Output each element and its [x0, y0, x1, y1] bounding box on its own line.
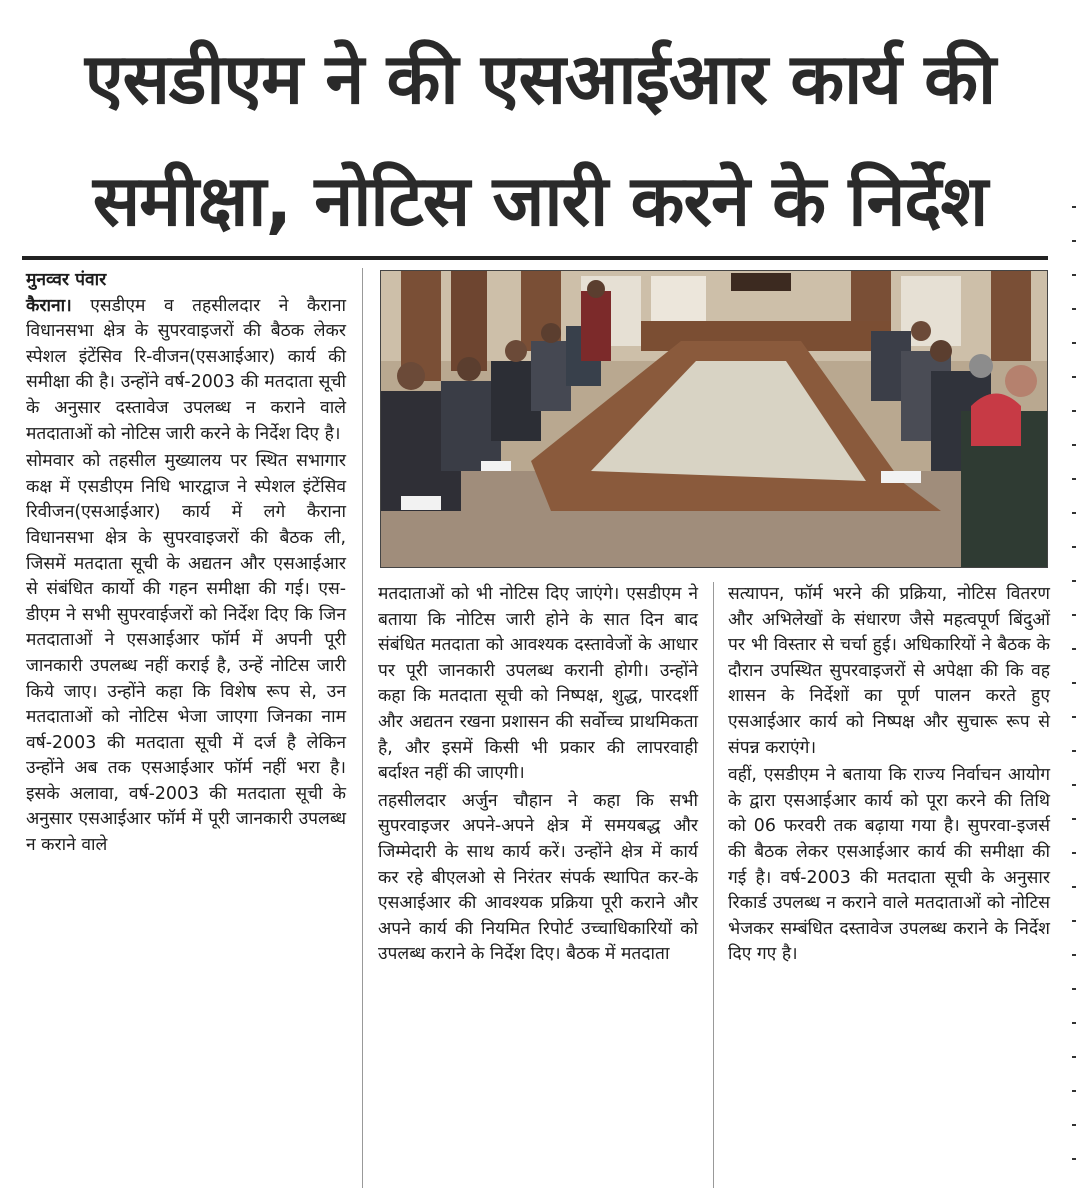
- headline: [40, 18, 1040, 262]
- paragraph: मतदाताओं को भी नोटिस दिए जाएंगे। एसडीएम ने बताया कि नोटिस जारी होने के सात दिन बाद संबंधित मतदाता को आवश्यक दस्तावेजों के आधार पर पूरी जानकारी उपलब्ध करानी होगी। उन्होंने कहा कि मतदाता सूची को निष्पक्ष, शुद्ध, पारदर्शी और अद्यतन रखना प्रशासन की सर्वोच्च प्राथमिकता है, और इसमें किसी भी प्रकार की लापरवाही बर्दाश्त नहीं की जाएगी।: [378, 584, 698, 784]
- paragraph: तहसीलदार अर्जुन चौहान ने कहा कि सभी सुपरवाइजर अपने-अपने क्षेत्र में समयबद्ध और जिम्मेदारी के साथ कार्य करें। उन्होंने क्षेत्र में कार्य कर रहे बीएलओ से निरंतर संपर्क स्थापित कर-के एसआईआर की आवश्यक प्रक्रिया पूरी कराने और अपने कार्य की नियमित रिपोर्ट उच्चाधिकारियों को उपलब्ध कराने के निर्देश दिए। बैठक में मतदाता: [378, 790, 698, 965]
- paragraph: वहीं, एसडीएम ने बताया कि राज्य निर्वाचन आयोग के द्वारा एसआईआर कार्य को पूरा करने की तिथि को 06 फरवरी तक बढ़ाया गया है। सुपरवा-इजर्स की बैठक लेकर एसआईआर कार्य की समीक्षा की गई है। वर्ष-2003 की मतदाता सूची के अनुसार रिकार्ड उपलब्ध न कराने वाले मतदाताओं को नोटिस भेजकर सम्बंधित दस्तावेज उपलब्ध कराने के निर्देश दिए गए है।: [728, 765, 1050, 965]
- page-edge-marks: [1072, 200, 1078, 1196]
- column-divider: [713, 582, 714, 1188]
- column-divider: [362, 268, 363, 1188]
- byline: मुनव्वर पंवार: [26, 270, 107, 290]
- dateline: कैराना।: [26, 295, 72, 316]
- article-column-1: [26, 268, 346, 861]
- paragraph: सोमवार को तहसील मुख्यालय पर स्थित सभागार कक्ष में एसडीएम निधि भारद्वाज ने स्पेशल इंटेंसिव रिवीजन(एसआईआर) कार्य में लगे कैराना विधानसभा क्षेत्र के सुपरवाइजरों की बैठक ली, जिसमें मतदाता सूची के अद्यतन और एसआईआर से संबंधित कार्यो की गहन समीक्षा की गई। एस-डीएम ने सभी सुपरवाईजरों को निर्देश दिए कि जिन मतदाताओं ने एसआईआर फॉर्म में अपनी पूरी जानकारी उपलब्ध नहीं कराई है, उन्हें नोटिस जारी किये जाए। उन्होंने कहा कि विशेष रूप से, उन मतदाताओं को नोटिस भेजा जाएगा जिनका नाम वर्ष-2003 की मतदाता सूची में दर्ज है लेकिन उन्होंने अब तक एसआईआर फॉर्म नहीं भरा है। इसके अलावा, वर्ष-2003 की मतदाता सूची के अनुसार एसआईआर फॉर्म में पूरी जानकारी उपलब्ध न कराने वाले: [26, 451, 346, 856]
- headline-line-1: एसडीएम ने की एसआईआर कार्य की: [84, 38, 996, 120]
- paragraph: [26, 294, 346, 448]
- meeting-photo: [380, 270, 1048, 568]
- article-column-3: [728, 582, 1050, 970]
- paragraph: सत्यापन, फॉर्म भरने की प्रक्रिया, नोटिस वितरण और अभिलेखों के संधारण जैसे महत्वपूर्ण बिंदुओं पर भी विस्तार से चर्चा हुई। अधिकारियों ने बैठक के दौरान उपस्थित सुपरवाइजरों से अपेक्षा की कि वह शासन के निर्देशों का पूर्ण पालन करते हुए एसआईआर कार्य को निष्पक्ष और सुचारू रूप से संपन्न कराएंगे।: [728, 584, 1050, 758]
- headline-line-2: समीक्षा, नोटिस जारी करने के निर्देश: [92, 160, 988, 242]
- paragraph-text: एसडीएम व तहसीलदार ने कैराना विधानसभा क्षेत्र के सुपरवाइजरों की बैठक लेकर स्पेशल इंटेंसिव रि-वीजन(एसआईआर) कार्य की समीक्षा की है। उन्होंने वर्ष-2003 की मतदाता सूची के अनुसार दस्तावेज उपलब्ध न कराने वाले मतदाताओं को नोटिस जारी करने के निर्देश दिए है।: [26, 295, 346, 444]
- headline-rule: [22, 256, 1048, 260]
- article-column-2: [378, 582, 698, 970]
